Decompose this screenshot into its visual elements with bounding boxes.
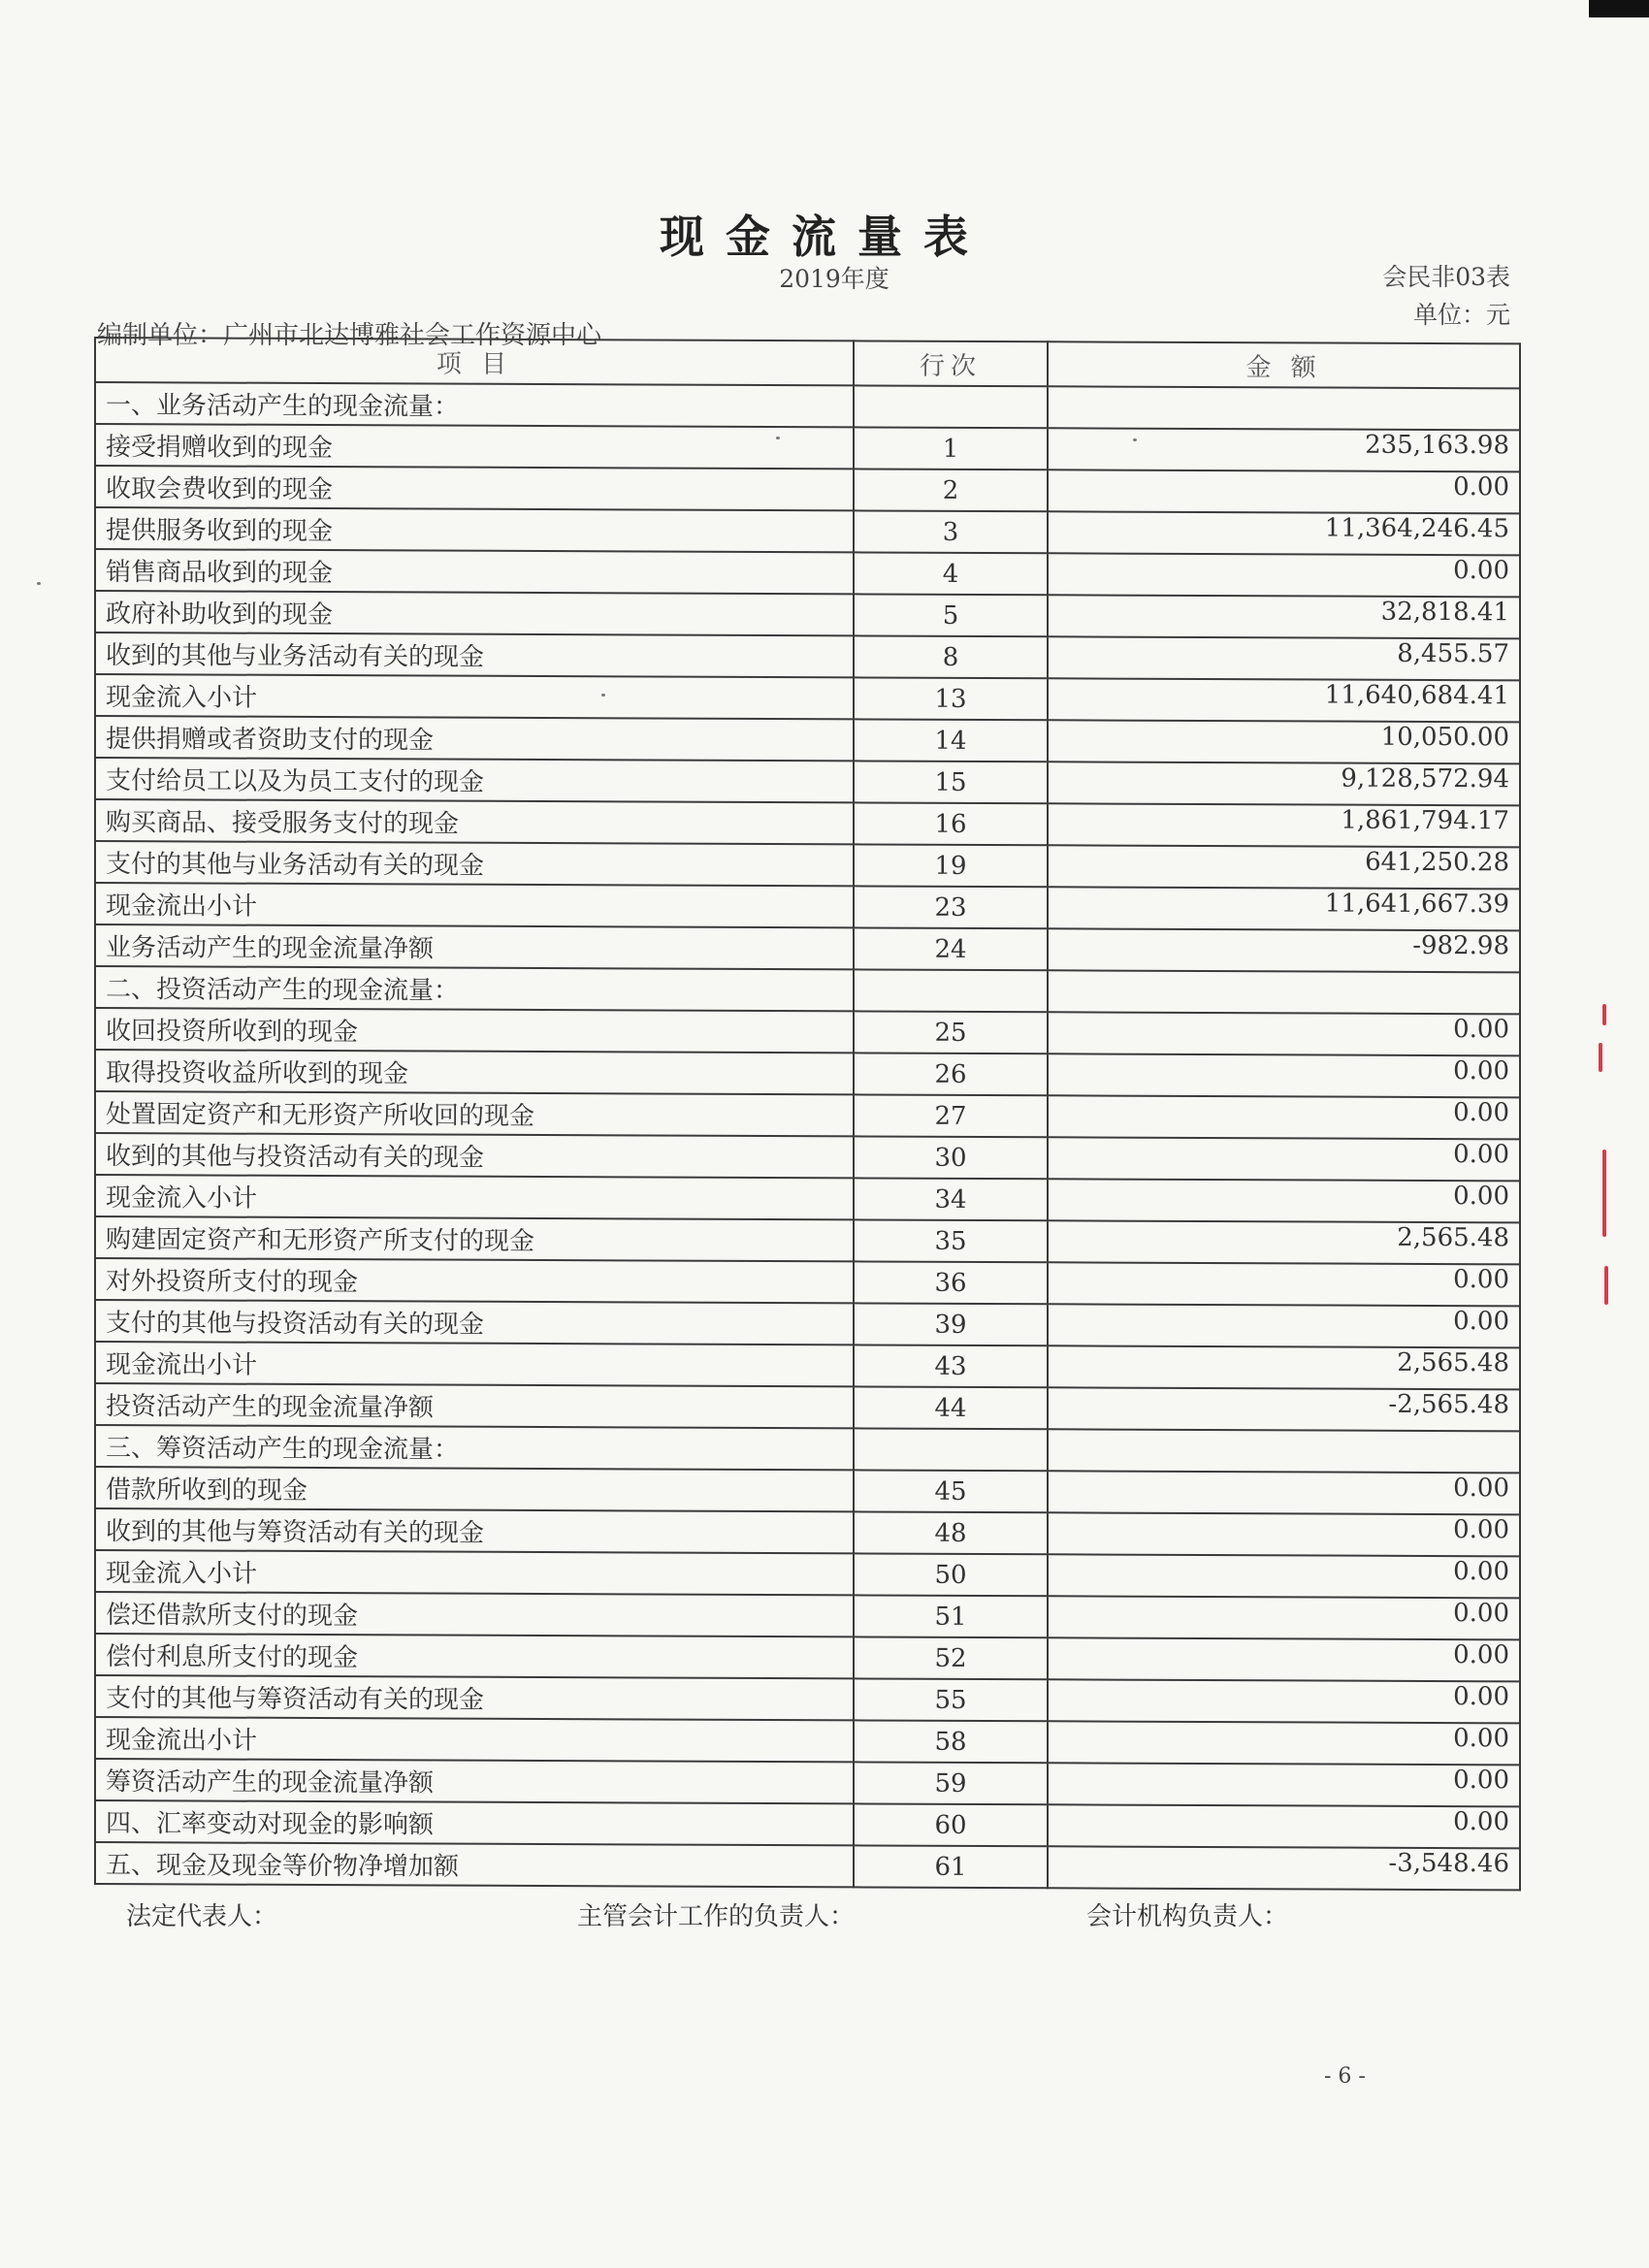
table-row	[95, 1342, 1520, 1389]
table-row	[95, 966, 1520, 1014]
row-line-number: 44	[854, 1386, 1048, 1429]
row-line-number: 23	[854, 886, 1048, 928]
row-amount: 11,364,246.45	[1048, 511, 1520, 555]
row-amount: 0.00	[1048, 1596, 1520, 1639]
row-line-number: 55	[854, 1678, 1048, 1721]
row-line-number: 26	[854, 1053, 1048, 1095]
page-title: 现金流量表	[660, 211, 989, 263]
row-item-label: 接受捐赠收到的现金	[95, 424, 854, 469]
table-row	[95, 1842, 1520, 1890]
row-amount: 0.00	[1048, 1095, 1520, 1139]
table-row	[95, 1383, 1520, 1431]
row-item-label: 支付给员工以及为员工支付的现金	[95, 758, 854, 802]
row-amount	[1048, 386, 1520, 430]
table-row	[95, 1175, 1520, 1222]
row-line-number: 16	[854, 802, 1048, 845]
row-line-number: 52	[854, 1636, 1048, 1679]
accounting-head-label: 会计机构负责人：	[1086, 1902, 1289, 1931]
row-item-label: 二、投资活动产生的现金流量：	[95, 966, 854, 1011]
table-row	[95, 1634, 1520, 1681]
row-amount: 0.00	[1048, 1721, 1520, 1765]
table-row	[95, 1216, 1520, 1264]
reporting-organization: 编制单位：广州市北达博雅社会工作资源中心	[97, 321, 602, 350]
row-amount	[1048, 970, 1520, 1014]
row-amount: 8,455.57	[1048, 636, 1520, 680]
row-item-label: 销售商品收到的现金	[95, 549, 854, 594]
row-amount: -3,548.46	[1048, 1846, 1520, 1890]
row-item-label: 收到的其他与投资活动有关的现金	[95, 1133, 854, 1178]
row-item-label: 提供捐赠或者资助支付的现金	[95, 716, 854, 761]
row-item-label: 购买商品、接受服务支付的现金	[95, 799, 854, 844]
row-item-label: 对外投资所支付的现金	[95, 1258, 854, 1303]
row-item-label: 现金流入小计	[95, 1175, 854, 1219]
table-row	[95, 1508, 1520, 1556]
row-amount: 0.00	[1048, 1471, 1520, 1514]
row-amount: 0.00	[1048, 1554, 1520, 1598]
row-line-number: 5	[854, 594, 1048, 636]
row-line-number: 43	[854, 1345, 1048, 1387]
row-item-label: 五、现金及现金等价物净增加额	[95, 1842, 854, 1887]
row-amount: -982.98	[1048, 928, 1520, 972]
row-line-number: 58	[854, 1720, 1048, 1763]
row-line-number: 1	[854, 427, 1048, 470]
page-number: - 6 -	[1324, 2064, 1366, 2089]
row-item-label: 提供服务收到的现金	[95, 507, 854, 552]
scan-speck	[1133, 438, 1137, 441]
row-item-label: 收到的其他与业务活动有关的现金	[95, 632, 854, 677]
row-amount: 0.00	[1048, 553, 1520, 597]
row-line-number: 51	[854, 1595, 1048, 1637]
table-row	[95, 883, 1520, 930]
chief-accountant-label: 主管会计工作的负责人：	[577, 1902, 856, 1931]
table-row	[95, 674, 1520, 722]
row-item-label: 现金流出小计	[95, 883, 854, 927]
currency-unit: 单位：元	[1412, 301, 1510, 329]
row-line-number: 3	[854, 510, 1048, 553]
row-item-label: 现金流出小计	[95, 1717, 854, 1762]
row-line-number: 61	[854, 1845, 1048, 1888]
table-row	[95, 507, 1520, 555]
row-amount: 0.00	[1048, 1512, 1520, 1556]
row-amount: 1,861,794.17	[1048, 803, 1520, 847]
row-line-number: 34	[854, 1178, 1048, 1220]
row-line-number: 39	[854, 1303, 1048, 1345]
cash-flow-table	[94, 337, 1521, 1891]
scan-speck	[37, 582, 41, 585]
row-item-label: 偿还借款所支付的现金	[95, 1592, 854, 1636]
scan-corner-mark	[1589, 0, 1649, 17]
row-amount: 10,050.00	[1048, 720, 1520, 763]
table-row	[95, 1050, 1520, 1097]
row-amount: 0.00	[1048, 1679, 1520, 1723]
row-line-number: 8	[854, 635, 1048, 678]
table-row	[95, 1675, 1520, 1723]
scan-speck	[601, 694, 605, 697]
column-header-line: 行次	[854, 340, 1048, 386]
table-row	[95, 382, 1520, 430]
row-amount: -2,565.48	[1048, 1387, 1520, 1431]
table-row	[95, 1425, 1520, 1473]
table-row	[95, 1717, 1520, 1765]
row-item-label: 支付的其他与业务活动有关的现金	[95, 841, 854, 886]
table-row	[95, 632, 1520, 680]
row-amount: 0.00	[1048, 1179, 1520, 1222]
table-row	[95, 1300, 1520, 1347]
row-amount: 0.00	[1048, 1262, 1520, 1306]
row-line-number: 60	[854, 1803, 1048, 1846]
row-amount: 9,128,572.94	[1048, 761, 1520, 805]
report-year: 2019年度	[779, 265, 889, 293]
scan-speck	[776, 437, 780, 439]
row-item-label: 借款所收到的现金	[95, 1467, 854, 1511]
row-amount	[1048, 1429, 1520, 1473]
row-amount: 0.00	[1048, 1053, 1520, 1097]
row-amount: 11,641,667.39	[1048, 887, 1520, 930]
row-line-number: 19	[854, 844, 1048, 887]
row-amount: 0.00	[1048, 1012, 1520, 1055]
row-amount: 0.00	[1048, 1304, 1520, 1347]
row-line-number: 48	[854, 1511, 1048, 1554]
row-line-number: 30	[854, 1136, 1048, 1179]
row-item-label: 现金流出小计	[95, 1342, 854, 1386]
row-line-number: 24	[854, 927, 1048, 970]
table-row	[95, 1467, 1520, 1514]
row-item-label: 现金流入小计	[95, 1550, 854, 1595]
row-line-number	[854, 969, 1048, 1012]
table-row	[95, 841, 1520, 889]
table-row	[95, 1258, 1520, 1306]
row-item-label: 筹资活动产生的现金流量净额	[95, 1759, 854, 1803]
row-line-number: 4	[854, 552, 1048, 595]
row-line-number: 45	[854, 1470, 1048, 1512]
row-line-number: 35	[854, 1219, 1048, 1262]
row-item-label: 偿付利息所支付的现金	[95, 1634, 854, 1678]
row-line-number: 50	[854, 1553, 1048, 1596]
row-amount: 11,640,684.41	[1048, 678, 1520, 722]
row-item-label: 投资活动产生的现金流量净额	[95, 1383, 854, 1428]
row-item-label: 处置固定资产和无形资产所收回的现金	[95, 1091, 854, 1136]
row-amount: 0.00	[1048, 470, 1520, 513]
row-item-label: 支付的其他与筹资活动有关的现金	[95, 1675, 854, 1720]
row-amount: 32,818.41	[1048, 595, 1520, 638]
table-row	[95, 758, 1520, 805]
row-item-label: 支付的其他与投资活动有关的现金	[95, 1300, 854, 1345]
row-line-number	[854, 385, 1048, 428]
row-amount: 0.00	[1048, 1637, 1520, 1681]
legal-representative-label: 法定代表人：	[126, 1902, 278, 1931]
row-line-number: 25	[854, 1011, 1048, 1053]
row-item-label: 收回投资所收到的现金	[95, 1008, 854, 1053]
row-item-label: 取得投资收益所收到的现金	[95, 1050, 854, 1094]
row-item-label: 收取会费收到的现金	[95, 466, 854, 510]
row-item-label: 现金流入小计	[95, 674, 854, 719]
row-amount: 0.00	[1048, 1137, 1520, 1181]
table-row	[95, 1800, 1520, 1848]
row-amount: 2,565.48	[1048, 1345, 1520, 1389]
column-header-item: 项 目	[95, 338, 854, 385]
table-row	[95, 924, 1520, 972]
table-row	[95, 466, 1520, 513]
row-amount: 0.00	[1048, 1804, 1520, 1848]
table-row	[95, 1008, 1520, 1055]
table-row	[95, 591, 1520, 638]
row-line-number: 13	[854, 677, 1048, 720]
row-line-number: 2	[854, 469, 1048, 511]
row-line-number	[854, 1428, 1048, 1471]
row-item-label: 业务活动产生的现金流量净额	[95, 924, 854, 969]
row-line-number: 14	[854, 719, 1048, 761]
table-row	[95, 799, 1520, 847]
table-row	[95, 1759, 1520, 1806]
table-row	[95, 1091, 1520, 1139]
column-header-amount: 金 额	[1048, 341, 1520, 388]
table-row	[95, 424, 1520, 471]
row-item-label: 三、筹资活动产生的现金流量：	[95, 1425, 854, 1470]
row-item-label: 一、业务活动产生的现金流量：	[95, 382, 854, 427]
table-row	[95, 549, 1520, 597]
table-row	[95, 716, 1520, 763]
row-amount: 235,163.98	[1048, 428, 1520, 471]
row-line-number: 36	[854, 1261, 1048, 1304]
row-item-label: 购建固定资产和无形资产所支付的现金	[95, 1216, 854, 1261]
row-item-label: 收到的其他与筹资活动有关的现金	[95, 1508, 854, 1553]
table-row	[95, 1133, 1520, 1181]
row-item-label: 政府补助收到的现金	[95, 591, 854, 635]
row-amount: 0.00	[1048, 1763, 1520, 1806]
row-line-number: 15	[854, 761, 1048, 803]
row-amount: 641,250.28	[1048, 845, 1520, 889]
row-line-number: 27	[854, 1094, 1048, 1137]
table-row	[95, 1592, 1520, 1639]
row-amount: 2,565.48	[1048, 1220, 1520, 1264]
table-row	[95, 1550, 1520, 1598]
row-line-number: 59	[854, 1762, 1048, 1804]
row-item-label: 四、汇率变动对现金的影响额	[95, 1800, 854, 1845]
seal-edge-mark	[1591, 1004, 1620, 1305]
table-header-row	[95, 338, 1520, 388]
form-code: 会民非03表	[1382, 263, 1510, 291]
